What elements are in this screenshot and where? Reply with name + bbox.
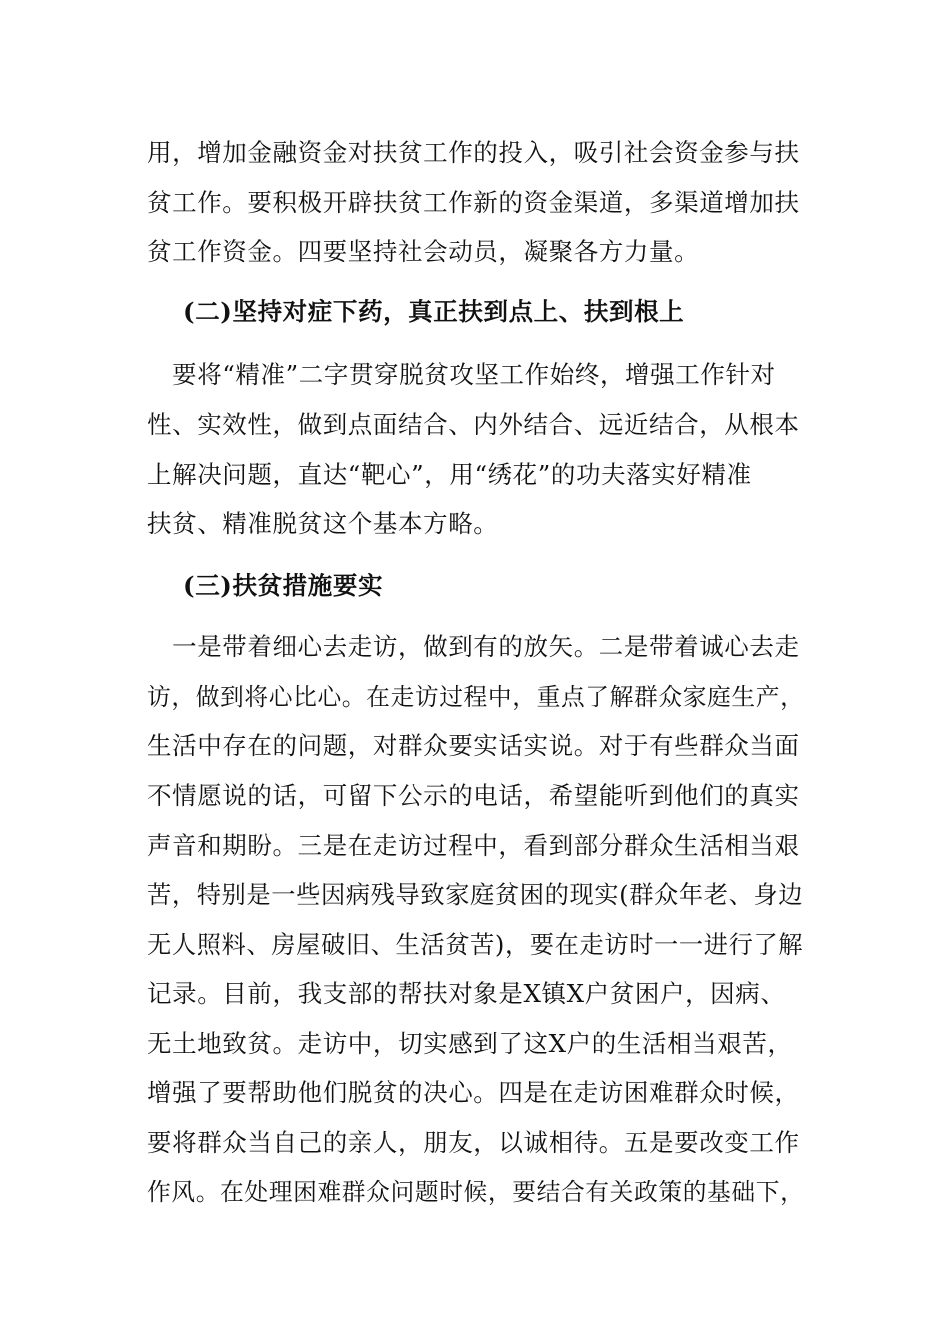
- paragraph-line: 记录。目前，我支部的帮扶对象是X镇X户贫困户，因病、: [147, 979, 786, 1008]
- paragraph-line: 要将群众当自己的亲人，朋友，以诚相待。五是要改变工作: [147, 1128, 800, 1157]
- paragraph-line: 生活中存在的问题，对群众要实话实说。对于有些群众当面: [147, 731, 800, 760]
- paragraph-line: 贫工作。要积极开辟扶贫工作新的资金渠道，多渠道增加扶: [147, 188, 800, 217]
- paragraph-line: 访，做到将心比心。在走访过程中，重点了解群众家庭生产，: [147, 683, 805, 711]
- paragraph-line: 无土地致贫。走访中，切实感到了这X户的生活相当艰苦，: [147, 1029, 793, 1058]
- paragraph-line: 作风。在处理困难群众问题时候，要结合有关政策的基础下，: [147, 1178, 805, 1206]
- paragraph-line: 声音和期盼。三是在走访过程中，看到部分群众生活相当艰: [147, 831, 800, 860]
- paragraph-line: 无人照料、房屋破旧、生活贫苦)，要在走访时一一进行了解: [147, 930, 804, 959]
- paragraph-line: 上解决问题，直达“靶心”，用“绣花”的功夫落实好精准: [147, 460, 752, 489]
- paragraph-line: 一是带着细心去走访，做到有的放矢。二是带着诚心去走: [147, 632, 800, 661]
- paragraph-line: 用，增加金融资金对扶贫工作的投入，吸引社会资金参与扶: [147, 138, 800, 167]
- paragraph-line: 贫工作资金。四要坚持社会动员，凝聚各方力量。: [147, 237, 700, 266]
- paragraph-line: 苦，特别是一些因病残导致家庭贫困的现实(群众年老、身边: [147, 880, 804, 909]
- paragraph-line: 扶贫、精准脱贫这个基本方略。: [147, 509, 499, 538]
- paragraph-line: 增强了要帮助他们脱贫的决心。四是在走访困难群众时候，: [147, 1078, 800, 1107]
- paragraph-line: 性、实效性，做到点面结合、内外结合、远近结合，从根本: [147, 410, 800, 439]
- paragraph-line: 不情愿说的话，可留下公示的电话，希望能听到他们的真实: [147, 781, 800, 810]
- section-heading: (三)扶贫措施要实: [183, 571, 384, 600]
- paragraph-line: 要将“精准”二字贯穿脱贫攻坚工作始终，增强工作针对: [147, 360, 776, 389]
- section-heading: (二)坚持对症下药，真正扶到点上、扶到根上: [183, 297, 685, 326]
